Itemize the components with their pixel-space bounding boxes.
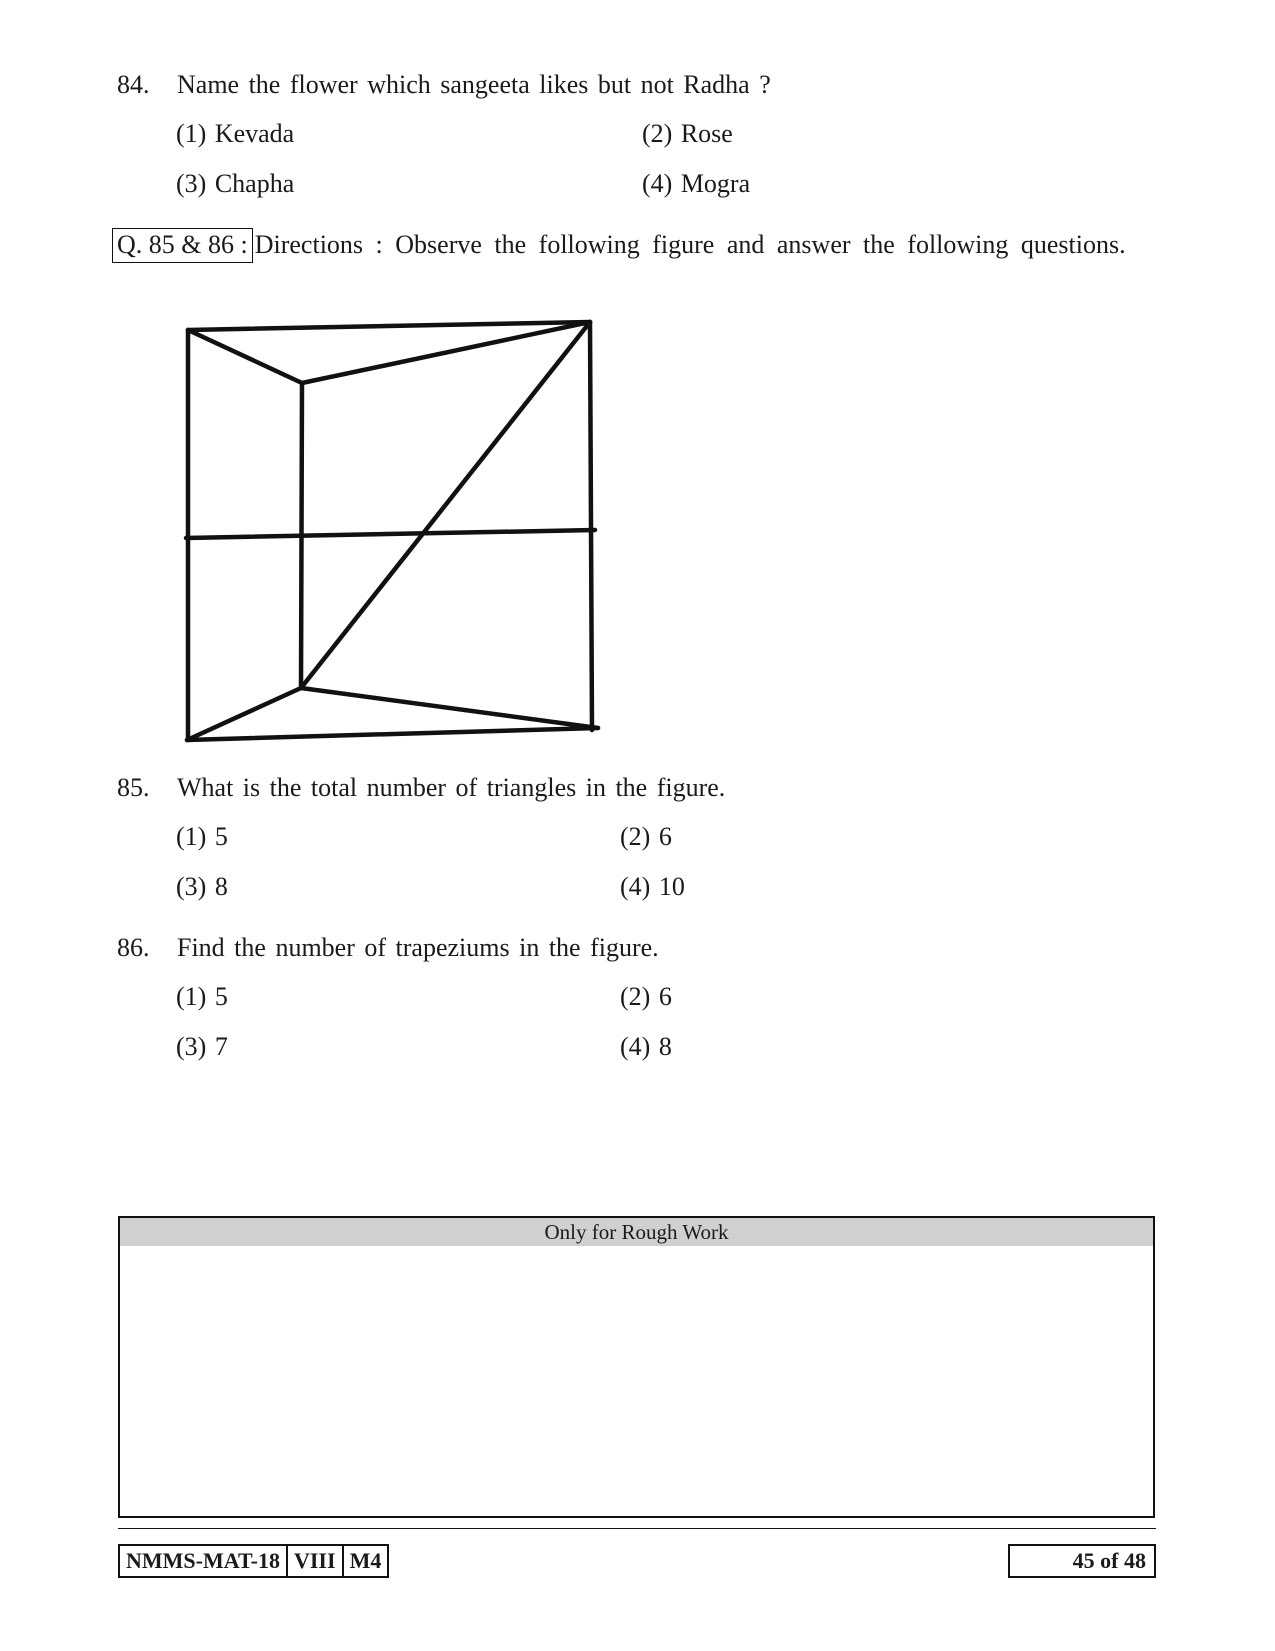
q85-option-1[interactable]: (1) 5 xyxy=(176,822,228,851)
question-text: What is the total number of triangles in the figure. xyxy=(177,773,726,802)
footer-exam-code: NMMS-MAT-18 xyxy=(120,1546,288,1576)
figure-diagonal xyxy=(301,322,590,688)
figure-right-edge xyxy=(590,322,592,730)
q86-option-1[interactable]: (1) 5 xyxy=(176,982,228,1011)
q86-option-2[interactable]: (2) 6 xyxy=(620,982,672,1011)
footer-class: VIII xyxy=(288,1546,344,1576)
footer-medium: M4 xyxy=(349,1548,382,1573)
q86-option-3[interactable]: (3) 7 xyxy=(176,1032,228,1061)
geometry-figure xyxy=(170,300,610,750)
q84-option-1[interactable]: (1) Kevada xyxy=(176,119,295,148)
question-86 xyxy=(117,933,659,963)
footer-code-box xyxy=(118,1544,389,1578)
footer-page-number: 45 of 48 xyxy=(1008,1544,1156,1578)
rough-work-label: Only for Rough Work xyxy=(120,1218,1153,1246)
q85-option-3[interactable]: (3) 8 xyxy=(176,872,228,901)
question-text: Find the number of trapeziums in the figure. xyxy=(177,933,659,962)
q85-option-4[interactable]: (4) 10 xyxy=(620,872,685,901)
figure-inner-bottom-left xyxy=(187,688,301,740)
q85-option-2[interactable]: (2) 6 xyxy=(620,822,672,851)
question-text: Name the flower which sangeeta likes but not Radha ? xyxy=(177,70,771,99)
question-84 xyxy=(117,70,771,100)
figure-inner-top-left xyxy=(188,330,302,383)
question-number: 84. xyxy=(117,70,150,99)
q84-option-2[interactable]: (2) Rose xyxy=(642,119,733,148)
directions-label: Q. 85 & 86 : xyxy=(112,228,253,263)
q86-option-4[interactable]: (4) 8 xyxy=(620,1032,672,1061)
figure-top-edge xyxy=(188,322,590,330)
question-number: 85. xyxy=(117,773,150,802)
q84-option-3[interactable]: (3) Chapha xyxy=(176,169,295,198)
footer-divider xyxy=(118,1528,1156,1529)
figure-horizontal xyxy=(186,530,595,538)
figure-bottom-edge xyxy=(187,728,598,740)
question-85 xyxy=(117,773,725,803)
q84-option-4[interactable]: (4) Mogra xyxy=(642,169,751,198)
directions-text: Directions : Observe the following figure and answer the following questions. xyxy=(254,230,1126,259)
directions-line xyxy=(112,228,1157,263)
figure-inner-bottom-right xyxy=(301,688,598,728)
question-number: 86. xyxy=(117,933,150,962)
rough-work-box[interactable] xyxy=(118,1216,1155,1518)
